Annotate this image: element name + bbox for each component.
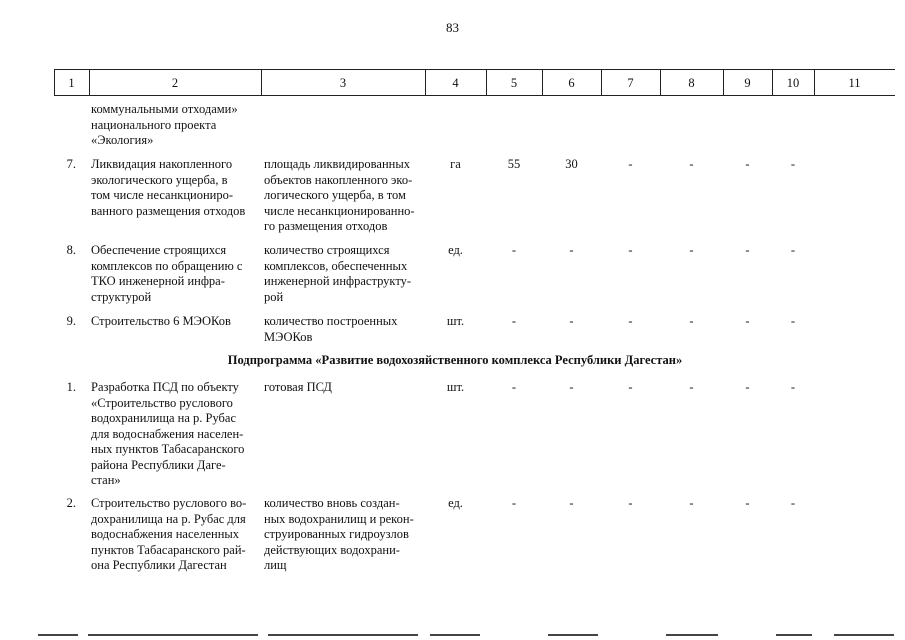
row-unit: ед.	[448, 496, 463, 510]
row-number: 8.	[66, 243, 76, 257]
row-indicator	[264, 314, 424, 345]
text-line: объектов накопленного эко-	[264, 172, 413, 187]
text-line: количество вновь создан-	[264, 496, 400, 510]
text-line: Обеспечение строящихся	[91, 243, 227, 257]
text-line: водохранилища на р. Рубас	[91, 411, 237, 425]
row-indicator	[264, 380, 424, 396]
row-value-5: -	[511, 380, 517, 394]
row-value-7: -	[628, 243, 633, 257]
row-name	[91, 157, 259, 219]
row-name	[91, 243, 259, 305]
row-unit: шт.	[446, 314, 465, 328]
row-value-7: -	[628, 157, 633, 171]
row-number: 2.	[66, 496, 76, 510]
column-header-5: 5	[510, 76, 518, 90]
continuation-name	[91, 102, 258, 149]
bottom-rule	[430, 634, 480, 636]
table-header-bottom-border	[54, 95, 895, 96]
bottom-rule	[268, 634, 418, 636]
column-header-2: 2	[171, 76, 179, 90]
subprogram-title: Подпрограмма «Развитие водохозяйственного комплекса Республики Дагестан»	[227, 353, 683, 367]
text-line: стан»	[91, 473, 121, 487]
text-line: водоснабжения населенных	[91, 527, 240, 541]
text-line: числе несанкционированно-	[264, 203, 415, 218]
text-line: ванного размещения отходов	[91, 203, 246, 218]
row-value-6: -	[569, 243, 574, 257]
row-indicator	[264, 157, 424, 235]
text-line: том числе несанкциониро-	[91, 188, 234, 202]
row-number: 1.	[66, 380, 76, 394]
row-value-8: -	[689, 314, 694, 328]
bottom-rule	[38, 634, 78, 636]
text-line: количество построенных	[264, 314, 398, 328]
text-line: структурой	[91, 289, 152, 304]
bottom-rule	[548, 634, 598, 636]
row-indicator	[264, 243, 424, 305]
bottom-rule	[776, 634, 812, 636]
column-header-3: 3	[339, 76, 347, 90]
text-line: экологического ущерба, в	[91, 172, 228, 187]
row-value-9: -	[745, 157, 750, 171]
text-line: ных пунктов Табасаранского	[91, 442, 245, 456]
text-line: Ликвидация накопленного	[91, 157, 233, 171]
text-line: площадь ликвидированных	[264, 157, 410, 171]
row-value-5: -	[511, 314, 517, 328]
text-line: лищ	[264, 558, 287, 572]
row-value-6: -	[569, 496, 574, 510]
text-line: «Строительство руслового	[91, 395, 233, 410]
row-value-5: -	[511, 243, 517, 257]
row-value-7: -	[628, 380, 633, 394]
row-unit: га	[450, 157, 461, 171]
row-name	[91, 314, 259, 330]
text-line: го размещения отходов	[264, 219, 388, 233]
row-value-8: -	[689, 157, 694, 171]
column-header-7: 7	[627, 76, 634, 90]
text-line: национального проекта	[91, 117, 217, 132]
column-header-1: 1	[68, 76, 75, 90]
row-value-7: -	[628, 314, 633, 328]
text-line: логического ущерба, в том	[264, 188, 406, 202]
row-value-8: -	[689, 496, 694, 510]
row-value-9: -	[745, 314, 750, 328]
table-top-border	[54, 69, 895, 70]
text-line: Строительство русловогo во-	[91, 496, 247, 510]
text-line: коммунальными отходами»	[91, 102, 238, 116]
text-line: дохранилища на р. Рубас для	[91, 511, 246, 526]
row-value-10: -	[790, 314, 796, 328]
row-number: 7.	[66, 157, 76, 171]
row-value-5: -	[511, 496, 517, 510]
column-header-6: 6	[568, 76, 575, 90]
row-value-9: -	[745, 380, 750, 394]
text-line: МЭОКов	[264, 329, 313, 344]
row-value-10: -	[790, 496, 796, 510]
row-name	[91, 380, 259, 489]
row-number: 9.	[66, 314, 76, 328]
text-line: действующих водохрани-	[264, 542, 400, 557]
text-line: струированных гидроузлов	[264, 527, 409, 541]
row-value-6: -	[569, 380, 574, 394]
column-header-10: 10	[786, 76, 800, 90]
text-line: Строительство 6 МЭОКов	[91, 314, 231, 328]
text-line: района Республики Даге-	[91, 457, 226, 472]
column-header-9: 9	[744, 76, 751, 90]
row-value-8: -	[689, 243, 694, 257]
text-line: комплексов, обеспеченных	[264, 258, 408, 273]
row-value-8: -	[689, 380, 694, 394]
row-value-5: 55	[507, 157, 521, 171]
row-value-6: -	[569, 314, 574, 328]
column-header-8: 8	[688, 76, 695, 90]
text-line: «Экология»	[91, 133, 154, 147]
text-line: пунктов Табасаранского рай-	[91, 542, 246, 557]
text-line: рой	[264, 289, 284, 304]
text-line: инженерной инфраструкту-	[264, 274, 412, 288]
text-line: количество строящихся	[264, 243, 390, 257]
row-value-7: -	[628, 496, 633, 510]
row-value-10: -	[790, 380, 796, 394]
row-unit: ед.	[448, 243, 463, 257]
text-line: комплексов по обращению с	[91, 258, 243, 273]
bottom-rule	[88, 634, 258, 636]
text-line: она Республики Дагестан	[91, 558, 227, 572]
row-value-10: -	[790, 157, 796, 171]
column-header-11: 11	[848, 76, 861, 90]
row-value-9: -	[745, 496, 750, 510]
text-line: готовая ПСД	[264, 380, 332, 394]
text-line: для водоснабжения населен-	[91, 426, 244, 441]
row-name	[91, 496, 259, 574]
text-line: ных водохранилищ и рекон-	[264, 511, 414, 526]
bottom-rule	[666, 634, 718, 636]
row-unit: шт.	[446, 380, 465, 394]
column-header-4: 4	[452, 76, 459, 90]
page-number: 83	[446, 20, 459, 35]
row-value-6: 30	[565, 157, 578, 171]
row-value-9: -	[745, 243, 750, 257]
text-line: ТКО инженерной инфра-	[91, 274, 225, 288]
text-line: Разработка ПСД по объекту	[91, 380, 239, 394]
row-indicator	[264, 496, 424, 574]
row-value-10: -	[790, 243, 796, 257]
bottom-rule	[834, 634, 894, 636]
